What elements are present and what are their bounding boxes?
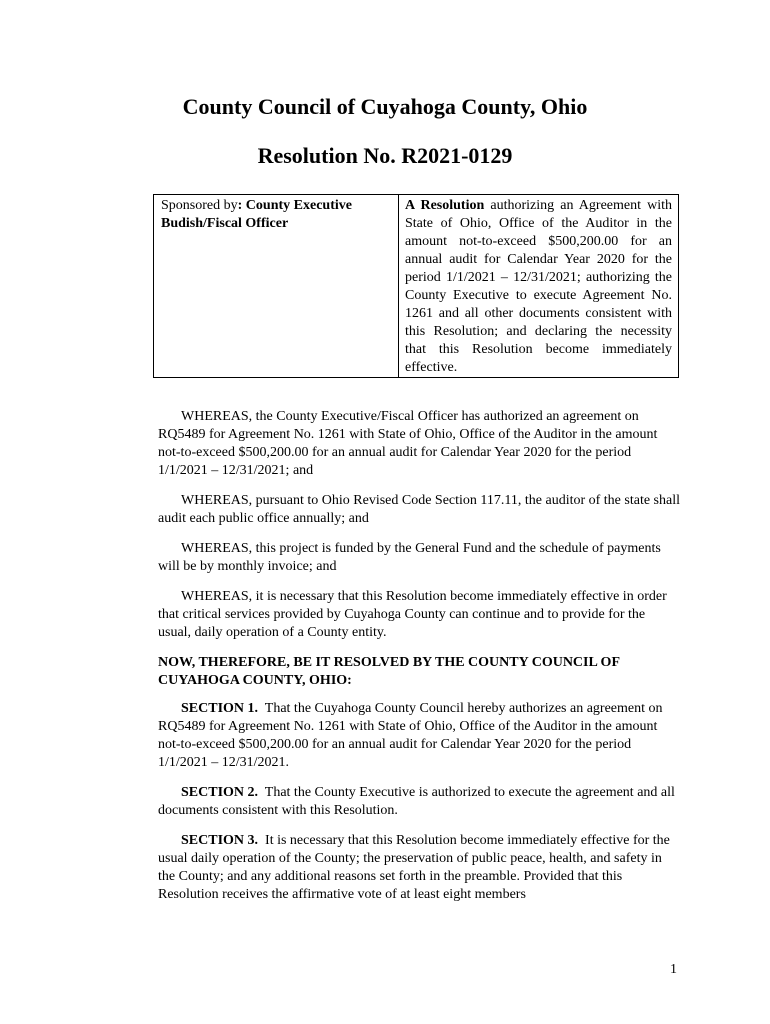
section-3-text: It is necessary that this Resolution become immediately effective for the usual daily operation of the County; the preservation of public peace, health, and safety in the County; and any additional reasons set forth in the preamble. Provided that this Resolution receives the affirmative vote of at least eight members — [158, 833, 670, 902]
section-1-label: SECTION 1. — [181, 701, 259, 716]
section-1-paragraph — [158, 700, 680, 772]
section-2-label: SECTION 2. — [181, 785, 259, 800]
resolved-rest: , BE IT RESOLVED BY THE COUNTY COUNCIL OF CUYAHOGA COUNTY, OHIO: — [158, 655, 620, 688]
page-number: 1 — [670, 962, 677, 977]
sponsor-table — [153, 194, 679, 378]
sponsor-cell — [154, 195, 399, 378]
whereas-paragraph-4: WHEREAS, it is necessary that this Resolution become immediately effective in order that critical services provided by Cuyahoga County can continue and to provide for the usual, daily operation of a County entity. — [158, 589, 667, 640]
whereas-paragraph-1: WHEREAS, the County Executive/Fiscal Officer has authorized an agreement on RQ5489 for Agreement No. 1261 with State of Ohio, Office of the Auditor in the amount not-to-exceed $500,200.00 for an annual audit for Calendar Year 2020 for the period 1/1/2021 – 12/31/2021; and — [158, 409, 658, 478]
resolution-body — [158, 408, 680, 916]
whereas-paragraph-3: WHEREAS, this project is funded by the General Fund and the schedule of payments will be by monthly invoice; and — [158, 541, 661, 574]
section-3-paragraph — [158, 832, 680, 904]
council-title: County Council of Cuyahoga County, Ohio — [182, 94, 588, 119]
section-2-paragraph — [158, 784, 680, 820]
resolved-therefore: NOW, THEREFORE — [158, 655, 287, 670]
sponsored-by-label: Sponsored by — [161, 198, 238, 213]
resolution-lead: A Resolution — [405, 198, 485, 213]
sponsored-by-colon: : — [237, 198, 243, 213]
resolution-summary-cell — [399, 195, 679, 378]
section-1-text: That the Cuyahoga County Council hereby authorizes an agreement on RQ5489 for Agreement No. 1261 with State of Ohio, Office of the Auditor in the amount not-to-exceed $500,200.00 for an annual audit for Calendar Year 2020 for the period 1/1/2021 – 12/31/2021. — [158, 701, 663, 770]
resolution-summary: authorizing an Agreement with State of Ohio, Office of the Auditor in the amount not-to-exceed $500,200.00 for an annual audit for Calendar Year 2020 for the period 1/1/2021 – 12/31/2021; authorizing the County Executive to execute Agreement No. 1261 and all other documents consistent with this Resolution; and declaring the necessity that this Resolution become immediately effective. — [405, 198, 673, 375]
section-2-text: That the County Executive is authorized to execute the agreement and all documents consistent with this Resolution. — [158, 785, 675, 818]
sponsor-name: County Executive Budish/Fiscal Officer — [161, 198, 352, 231]
whereas-paragraph-2: WHEREAS, pursuant to Ohio Revised Code Section 117.11, the auditor of the state shall audit each public office annually; and — [158, 493, 680, 526]
resolution-number: Resolution No. R2021-0129 — [257, 143, 513, 168]
section-3-label: SECTION 3. — [181, 833, 259, 848]
resolved-heading — [158, 654, 680, 690]
